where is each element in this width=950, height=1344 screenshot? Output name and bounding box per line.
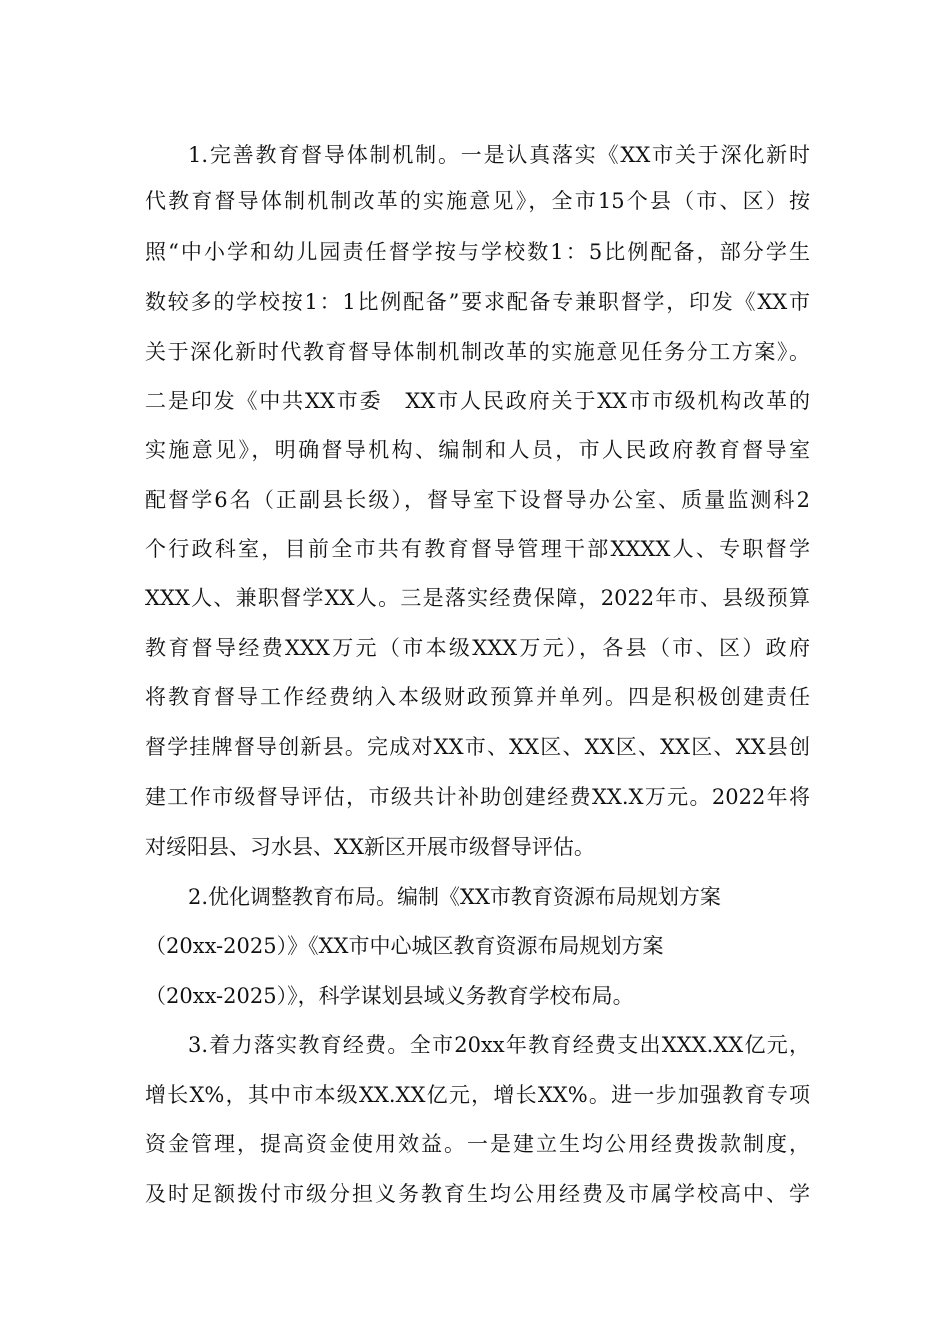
paragraph-1-line-2: 代教育督导体制机制改革的实施意见》，全市15个县（市、区）按 xyxy=(145,189,810,213)
paragraph-2-line-3: （20xx-2025）》，科学谋划县域义务教育学校布局。 xyxy=(145,984,634,1008)
paragraph-2-line-2: （20xx-2025）》《XX市中心城区教育资源布局规划方案 xyxy=(145,934,664,958)
paragraph-1-line-15: 对绥阳县、习水县、XX新区开展市级督导评估。 xyxy=(145,835,595,859)
paragraph-3-line-3: 资金管理，提高资金使用效益。一是建立生均公用经费拨款制度， xyxy=(145,1132,810,1156)
paragraph-1-line-14: 建工作市级督导评估，市级共计补助创建经费XX.X万元。2022年将 xyxy=(145,785,810,809)
paragraph-1-line-3: 照“中小学和幼儿园责任督学按与学校数1：5比例配备，部分学生 xyxy=(145,240,810,264)
paragraph-1-line-7: 实施意见》，明确督导机构、编制和人员，市人民政府教育督导室 xyxy=(145,438,810,462)
paragraph-1-line-13: 督学挂牌督导创新县。完成对XX市、XX区、XX区、XX区、XX县创 xyxy=(145,735,810,759)
paragraph-1-line-1: 1.完善教育督导体制机制。一是认真落实《XX市关于深化新时 xyxy=(188,143,810,167)
paragraph-1-line-5: 关于深化新时代教育督导体制机制改革的实施意见任务分工方案》。 xyxy=(145,340,810,364)
paragraph-3-line-1: 3.着力落实教育经费。全市20xx年教育经费支出XXX.XX亿元， xyxy=(188,1033,810,1057)
paragraph-2-line-1: 2.优化调整教育布局。编制《XX市教育资源布局规划方案 xyxy=(188,885,721,909)
paragraph-1-line-8: 配督学6名（正副县长级），督导室下设督导办公室、质量监测科2 xyxy=(145,488,810,512)
paragraph-1-line-10: XXX人、兼职督学XX人。三是落实经费保障，2022年市、县级预算 xyxy=(145,586,810,610)
paragraph-1-line-9: 个行政科室，目前全市共有教育督导管理干部XXXX人、专职督学 xyxy=(145,537,810,561)
paragraph-1-line-11: 教育督导经费XXX万元（市本级XXX万元），各县（市、区）政府 xyxy=(145,636,810,660)
paragraph-3-line-4: 及时足额拨付市级分担义务教育生均公用经费及市属学校高中、学 xyxy=(145,1182,810,1206)
paragraph-1-line-6: 二是印发《中共XX市委 XX市人民政府关于XX市市级机构改革的 xyxy=(145,389,810,413)
paragraph-1-line-12: 将教育督导工作经费纳入本级财政预算并单列。四是积极创建责任 xyxy=(145,685,810,709)
paragraph-1-line-4: 数较多的学校按1：1比例配备”要求配备专兼职督学，印发《XX市 xyxy=(145,290,810,314)
paragraph-3-line-2: 增长X%，其中市本级XX.XX亿元，增长XX%。进一步加强教育专项 xyxy=(145,1083,810,1107)
